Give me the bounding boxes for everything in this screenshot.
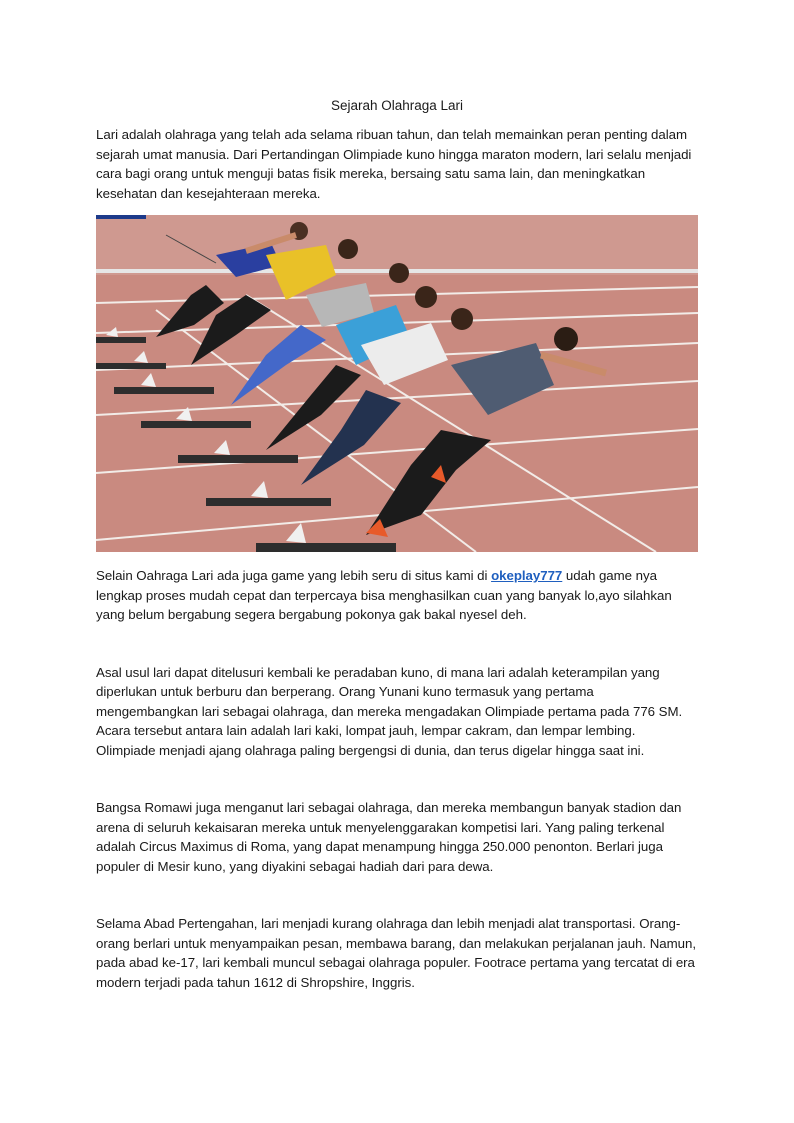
- promo-paragraph: [96, 566, 698, 625]
- paragraph-spacer: [96, 760, 698, 798]
- promo-text-after: udah game nya lengkap proses mudah cepat dan terpercaya bisa menghasilkan cuan yang banyak lo,ayo silahkan yang belum bergabung segera bergabung pokonya gak bakal nyesel deh.: [96, 568, 672, 622]
- intro-paragraph: Lari adalah olahraga yang telah ada selama ribuan tahun, dan telah memainkan peran penting dalam sejarah umat manusia. Dari Pertandingan Olimpiade kuno hingga maraton modern, lari selalu menjadi cara bagi orang untuk menguji batas fisik mereka, bersaing satu sama lain, dan meningkatkan kesehatan dan kesejahteraan mereka.: [96, 127, 692, 201]
- okeplay-link[interactable]: okeplay777: [491, 568, 563, 583]
- page-title: Sejarah Olahraga Lari: [330, 98, 464, 113]
- body-paragraph-romans: Bangsa Romawi juga menganut lari sebagai olahraga, dan mereka membangun banyak stadion dan arena di seluruh kekaisaran mereka untuk menyelenggarakan kompetisi lari. Yang paling terkenal adalah Circus Maximus di Roma, yang dapat menampung hingga 250.000 penonton. Berlari juga populer di Mesir kuno, yang diyakini sebagai hadiah dari para dewa.: [96, 800, 682, 874]
- promo-text-before: Selain Oahraga Lari ada juga game yang lebih seru di situs kami di: [96, 568, 492, 583]
- sprinters-photo: [96, 215, 698, 552]
- document-page: [96, 96, 698, 992]
- body-paragraph-middle-ages: Selama Abad Pertengahan, lari menjadi kurang olahraga dan lebih menjadi alat transportasi. Orang-orang berlari untuk menyampaikan pesan, membawa barang, dan melakukan perjalanan jauh. Namun, pada abad ke-17, lari kembali muncul sebagai olahraga populer. Footrace pertama yang tercatat di era modern terjadi pada tahun 1612 di Shropshire, Inggris.: [96, 916, 696, 990]
- paragraph-spacer: [96, 625, 698, 663]
- paragraph-spacer: [96, 876, 698, 914]
- body-paragraph-origins: Asal usul lari dapat ditelusuri kembali ke peradaban kuno, di mana lari adalah keterampilan yang diperlukan untuk berburu dan berperang. Orang Yunani kuno termasuk yang pertama mengembangkan lari sebagai olahraga, dan mereka mengadakan Olimpiade pertama pada 776 SM. Acara tersebut antara lain adalah lari kaki, lompat jauh, lempar cakram, dan lempar lembing. Olimpiade menjadi ajang olahraga paling bergengsi di dunia, dan terus digelar hingga saat ini.: [96, 664, 683, 758]
